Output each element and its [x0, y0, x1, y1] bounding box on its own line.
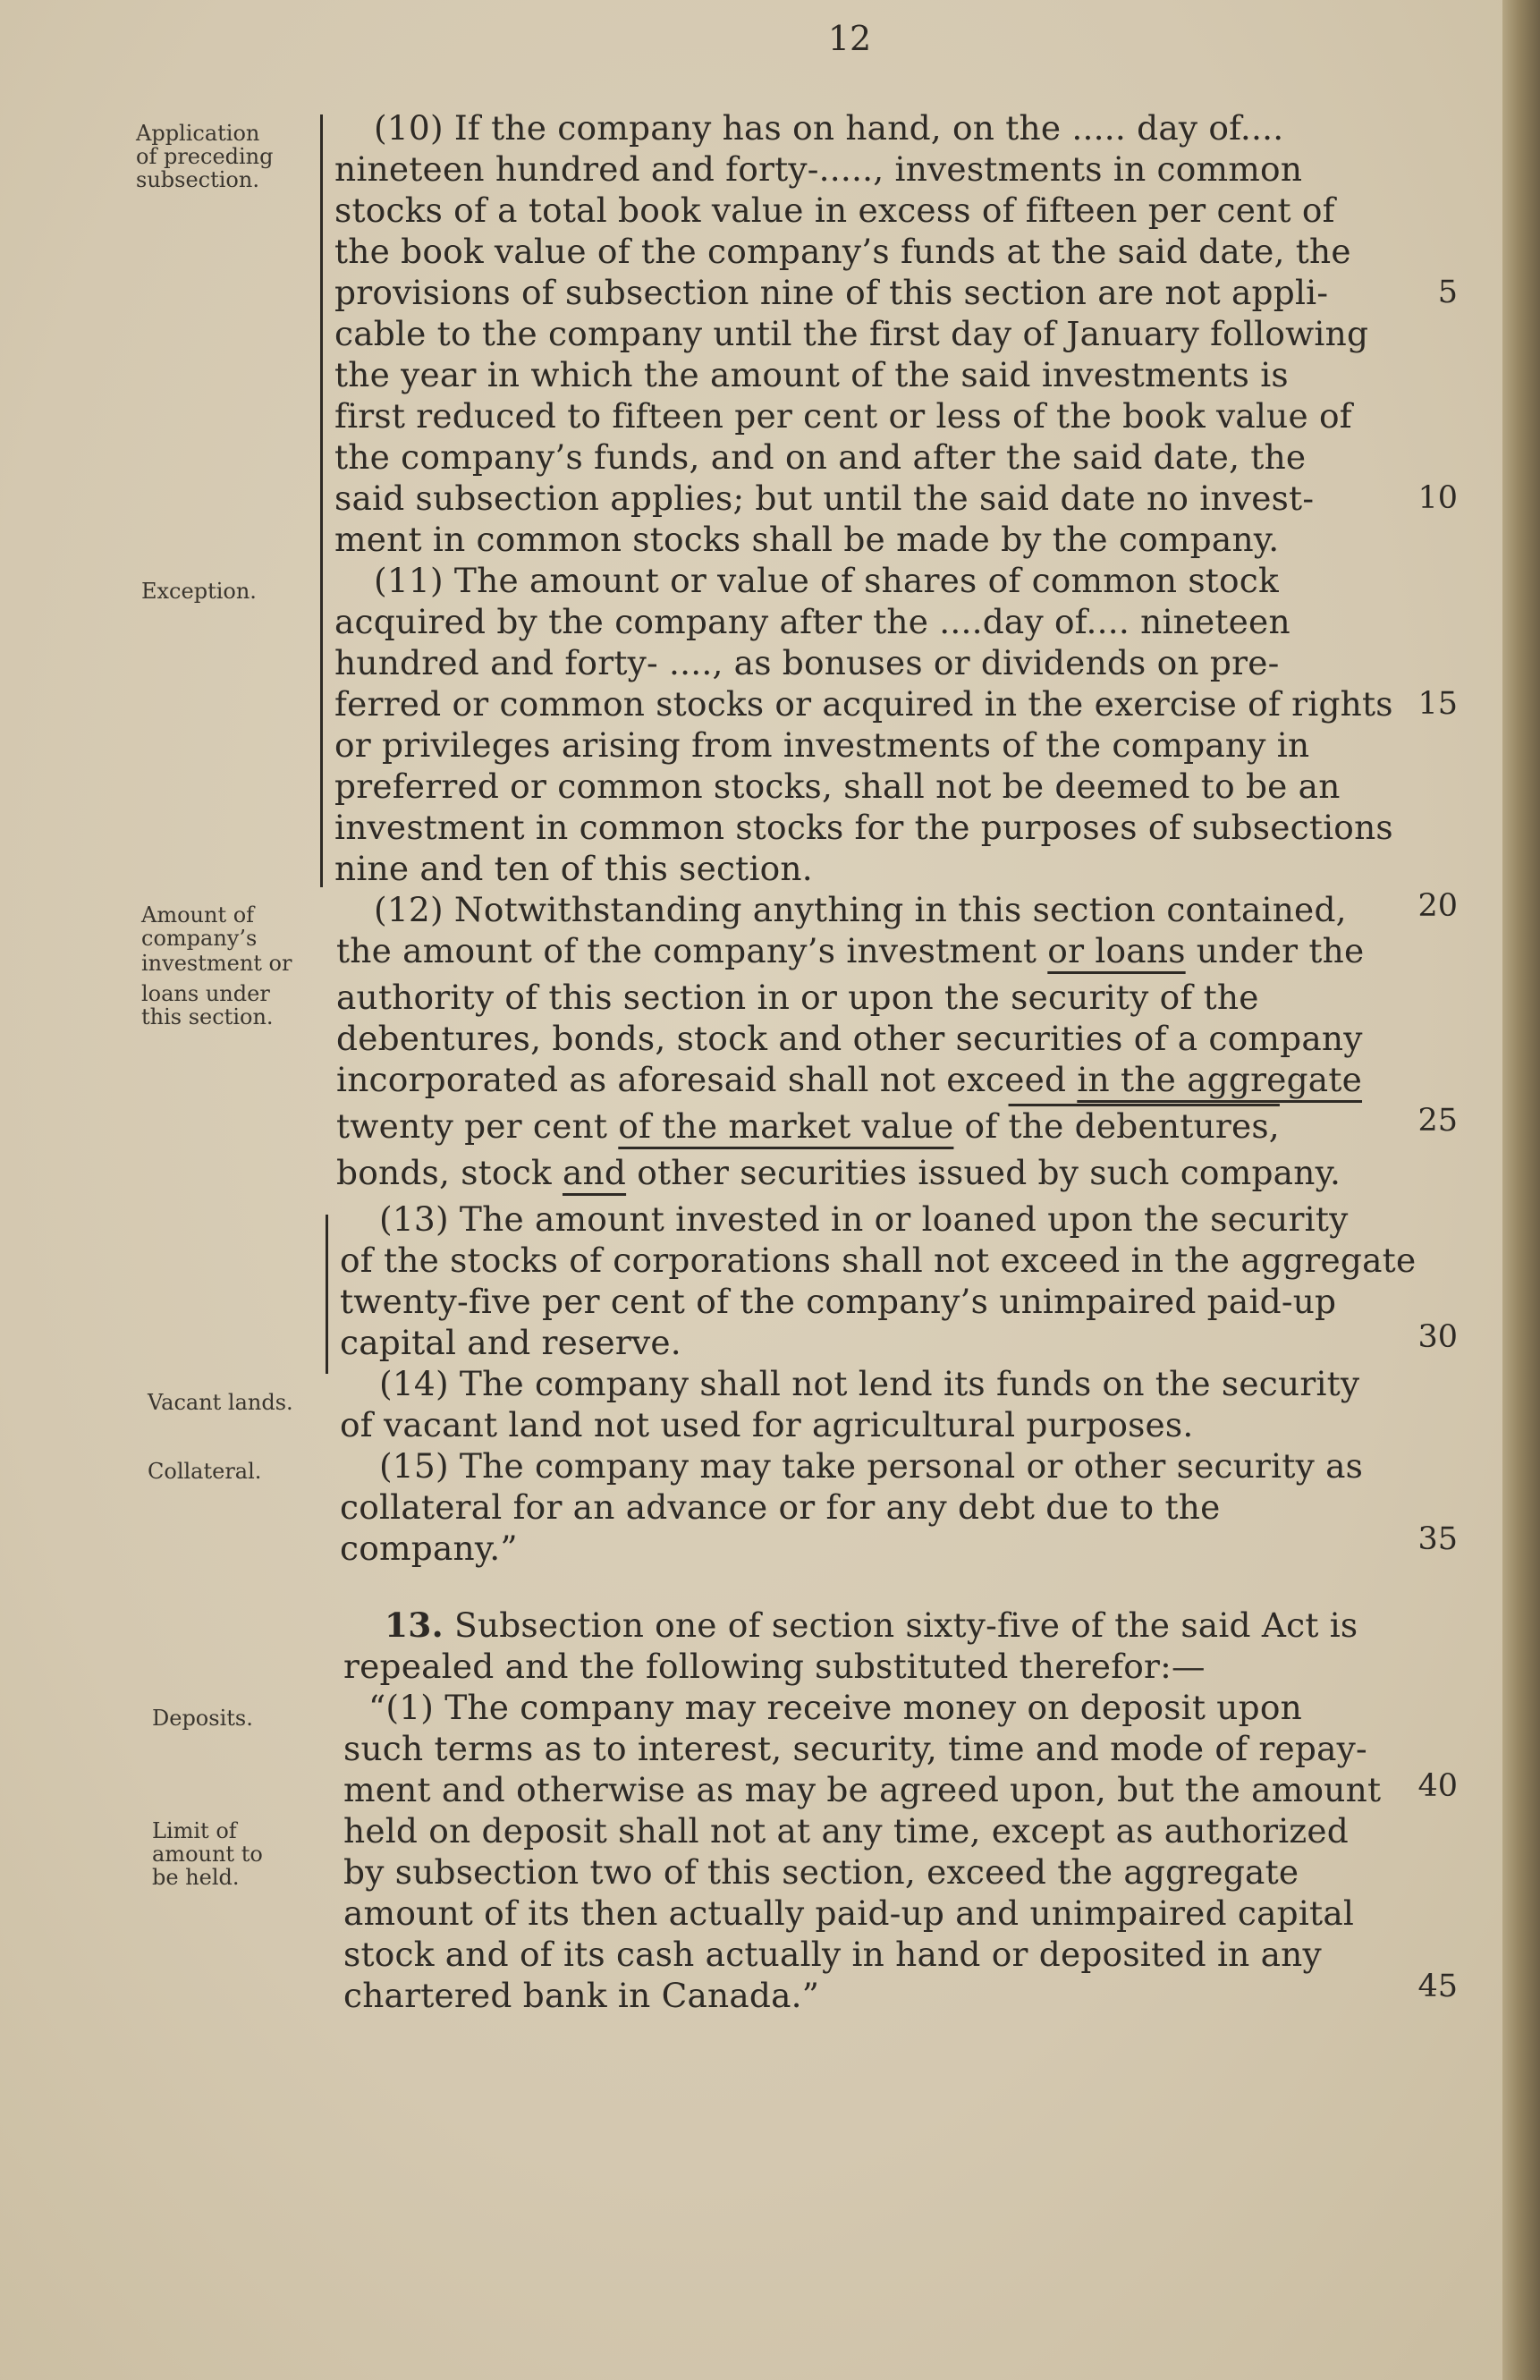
page-number: 12 [827, 19, 872, 58]
margin-rule-2 [326, 1215, 328, 1374]
body-line: company.” [340, 1529, 518, 1568]
page-edge-shadow [1502, 0, 1540, 2380]
body-line: the book value of the company’s funds at the said date, the [334, 232, 1351, 271]
document-page: 12 Application of preceding subsection. Exception. Amount of company’s investment or loans under this section. Vacant lands. Collateral. Deposits. Limit of amount to be held. (10) If the company has on hand, on the ..... day of.... nineteen hundred and forty-....., investments in common stocks of a total book value in excess of fifteen per cent of the book value of the company’s funds at the said date, the provisions of subsection nine of this section are not appli- cable to the company until the first day of January following the year in which the amount of the said investments is first reduced to fifteen per cent or less of the book value of the company’s funds, and on and after the said date, the said subsection applies; but until the said date no invest- ment in common stocks shall be made by the company. (11) The amount or value of shares of common stock acquired by the company after the ....day of.... nineteen hundred and forty- ...., as bonuses or dividends on pre- ferred or common stocks or acquired in the exercise of rights or privileges arising from investments of the company in preferred or common stocks, shall not be deemed to be an investment in common stocks for the purposes of subsections nine and ten of this section. (12) Notwithstanding anything in this section contained, the amount of the company’s investment or loans under the authority of this section in or upon the security of the debentures, bonds, stock and other securities of a company incorporated as aforesaid shall not exceed in the aggregate twenty per cent of the market value of the debentures, bonds, stock and other securities issued by such company. (13) The amount invested in or loaned upon the security of the stocks of corporations shall not exceed in the aggregate twenty-five per cent of the company’s unimpaired paid-up capital and reserve. (14) The company shall not lend its funds on the security of vacant land not used for agricultural purposes. (15) The company may take personal or other security as collateral for an advance or for any debt due to the company.” 13. Subsection one of section sixty-five of the said Act is repealed and the following substituted therefor:— “(1) The company may receive money on deposit upon such terms as to interest, security, time and mode of repay- ment and otherwise as may be agreed upon, but the amount held on deposit shall not at any time, except as authorized by subsection two of this section, exceed the aggregate amount of its then actually paid-up and unimpaired capital stock and of its cash actually in hand or deposited in any chartered bank in Canada.” 5 10 15 20 25 30 35 40 45 [0, 0, 1540, 2380]
line-number: 25 [1417, 1103, 1458, 1139]
body-line: twenty per cent of the market value of the debentures, [336, 1106, 1280, 1146]
body-line: held on deposit shall not at any time, except as authorized [343, 1811, 1349, 1851]
body-line: repealed and the following substituted therefor:— [343, 1647, 1206, 1686]
line-number: 40 [1417, 1768, 1458, 1804]
body-line: of vacant land not used for agricultural purposes. [340, 1405, 1194, 1444]
body-line: by subsection two of this section, exceed the aggregate [343, 1852, 1299, 1892]
line-number: 35 [1417, 1521, 1458, 1557]
body-line: stocks of a total book value in excess of fifteen per cent of [334, 191, 1335, 230]
body-line: ferred or common stocks or acquired in the exercise of rights [334, 684, 1393, 724]
body-line: (15) The company may take personal or other security as [379, 1446, 1364, 1486]
line-number: 5 [1437, 275, 1458, 310]
line-number: 30 [1417, 1319, 1458, 1355]
body-line: bonds, stock and other securities issued by such company. [336, 1153, 1341, 1192]
body-line: or privileges arising from investments of the company in [334, 725, 1310, 765]
body-line: hundred and forty- ...., as bonuses or dividends on pre- [334, 643, 1280, 682]
body-line: said subsection applies; but until the said date no invest- [334, 479, 1315, 518]
body-line: nine and ten of this section. [334, 849, 813, 888]
body-line: chartered bank in Canada.” [343, 1976, 820, 2015]
body-line: preferred or common stocks, shall not be deemed to be an [334, 767, 1341, 806]
body-line: nineteen hundred and forty-....., investments in common [334, 149, 1303, 189]
body-line: the company’s funds, and on and after the said date, the [334, 437, 1307, 477]
body-line: (13) The amount invested in or loaned upon the security [379, 1199, 1349, 1239]
body-line: the amount of the company’s investment or loans under the [336, 931, 1365, 970]
body-line: such terms as to interest, security, time and mode of repay- [343, 1729, 1367, 1768]
body-line: acquired by the company after the ....day of.... nineteen [334, 602, 1290, 641]
body-line: 13. Subsection one of section sixty-five of the said Act is [385, 1605, 1358, 1645]
line-number: 45 [1417, 1969, 1458, 2004]
body-line: provisions of subsection nine of this section are not appli- [334, 273, 1329, 312]
body-line: twenty-five per cent of the company’s unimpaired paid-up [340, 1282, 1337, 1321]
body-line: (12) Notwithstanding anything in this section contained, [374, 890, 1347, 929]
body-line: collateral for an advance or for any debt due to the [340, 1487, 1221, 1527]
body-line: investment in common stocks for the purposes of subsections [334, 808, 1393, 847]
body-line: ment in common stocks shall be made by the company. [334, 520, 1280, 559]
body-line: first reduced to fifteen per cent or less of the book value of [334, 396, 1352, 436]
line-number: 20 [1417, 888, 1458, 924]
line-number: 10 [1417, 480, 1458, 516]
margin-rule-1 [320, 114, 323, 887]
body-line: authority of this section in or upon the security of the [336, 978, 1259, 1017]
line-number: 15 [1417, 686, 1458, 722]
body-line: ment and otherwise as may be agreed upon, but the amount [343, 1770, 1382, 1809]
body-line: amount of its then actually paid-up and unimpaired capital [343, 1893, 1355, 1933]
body-line: (11) The amount or value of shares of common stock [374, 561, 1279, 600]
body-line: incorporated as aforesaid shall not exceed in the aggregate [336, 1060, 1363, 1099]
body-line: “(1) The company may receive money on deposit upon [368, 1688, 1302, 1727]
body-line: (10) If the company has on hand, on the ..... day of.... [374, 108, 1284, 148]
body-line: the year in which the amount of the said investments is [334, 355, 1289, 394]
body-line: cable to the company until the first day of January following [334, 314, 1369, 353]
body-line: of the stocks of corporations shall not exceed in the aggregate [340, 1241, 1417, 1280]
body-line: stock and of its cash actually in hand or deposited in any [343, 1935, 1322, 1974]
body-line: capital and reserve. [340, 1323, 681, 1362]
body-line: (14) The company shall not lend its funds on the security [379, 1364, 1360, 1403]
body-line: debentures, bonds, stock and other securities of a company [336, 1019, 1363, 1058]
